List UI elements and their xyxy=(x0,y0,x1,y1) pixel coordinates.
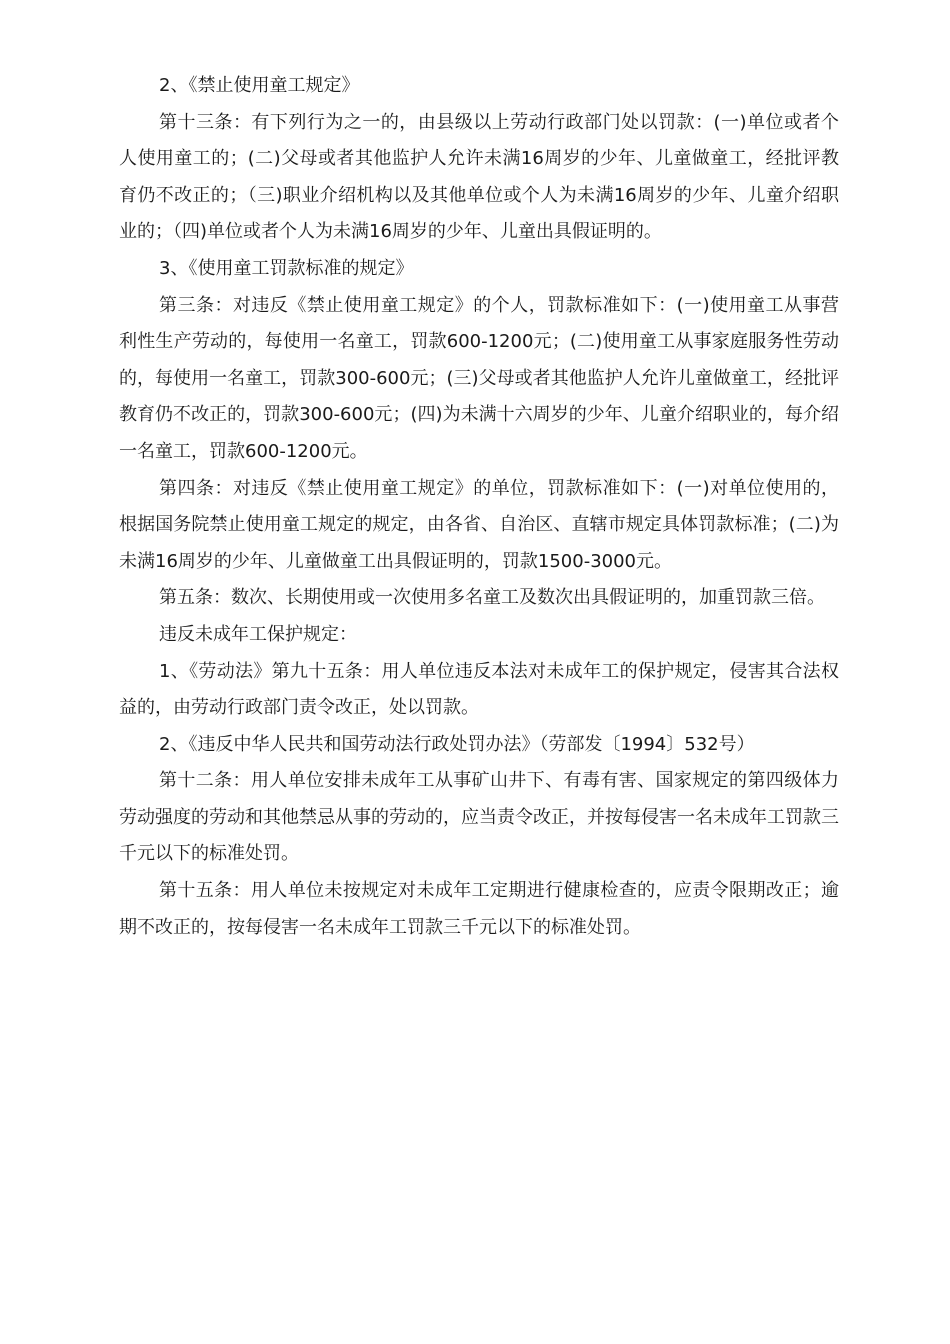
paragraph-article-12: 第十二条：用人单位安排未成年工从事矿山井下、有毒有害、国家规定的第四级体力劳动强度的劳动和其他禁忌从事的劳动的，应当责令改正，并按每侵害一名未成年工罚款三千元以下的标准处罚。 xyxy=(119,770,839,865)
paragraph-labor-law-article-95: 1、《劳动法》第九十五条：用人单位违反本法对未成年工的保护规定，侵害其合法权益的，由劳动行政部门责令改正，处以罚款。 xyxy=(119,660,839,719)
document-body xyxy=(119,68,839,946)
paragraph-heading-minor-worker-protection: 违反未成年工保护规定： xyxy=(159,623,357,645)
paragraph-article-15: 第十五条：用人单位未按规定对未成年工定期进行健康检查的，应责令限期改正；逾期不改正的，按每侵害一名未成年工罚款三千元以下的标准处罚。 xyxy=(119,880,839,938)
paragraph-heading-penalty-measures: 2、《违反中华人民共和国劳动法行政处罚办法》（劳部发〔1994〕532号） xyxy=(159,733,755,755)
paragraph-article-4: 第四条：对违反《禁止使用童工规定》的单位，罚款标准如下：(一)对单位使用的，根据国务院禁止使用童工规定的规定，由各省、自治区、直辖市规定具体罚款标准；(二)为未满16周岁的少年、儿童做童工出具假证明的，罚款1500-3000元。 xyxy=(119,477,839,572)
paragraph-heading-fine-standards: 3、《使用童工罚款标准的规定》 xyxy=(159,257,414,279)
paragraph-article-3: 第三条：对违反《禁止使用童工规定》的个人，罚款标准如下：(一)使用童工从事营利性生产劳动的，每使用一名童工，罚款600-1200元；(二)使用童工从事家庭服务性劳动的，每使用一名童工，罚款300-600元；(三)父母或者其他监护人允许儿童做童工，经批评教育仍不改正的，罚款300-600元；(四)为未满十六周岁的少年、儿童介绍职业的，每介绍一名童工，罚款600-1200元。 xyxy=(119,294,839,462)
paragraph-heading-child-labor-regulation: 2、《禁止使用童工规定》 xyxy=(159,75,360,96)
paragraph-article-13: 第十三条：有下列行为之一的，由县级以上劳动行政部门处以罚款：(一)单位或者个人使用童工的；(二)父母或者其他监护人允许未满16周岁的少年、儿童做童工，经批评教育仍不改正的；（三)职业介绍机构以及其他单位或个人为未满16周岁的少年、儿童介绍职业的；（四)单位或者个人为未满16周岁的少年、儿童出具假证明的。 xyxy=(119,111,839,243)
paragraph-article-5: 第五条：数次、长期使用或一次使用多名童工及数次出具假证明的，加重罚款三倍。 xyxy=(159,587,825,609)
